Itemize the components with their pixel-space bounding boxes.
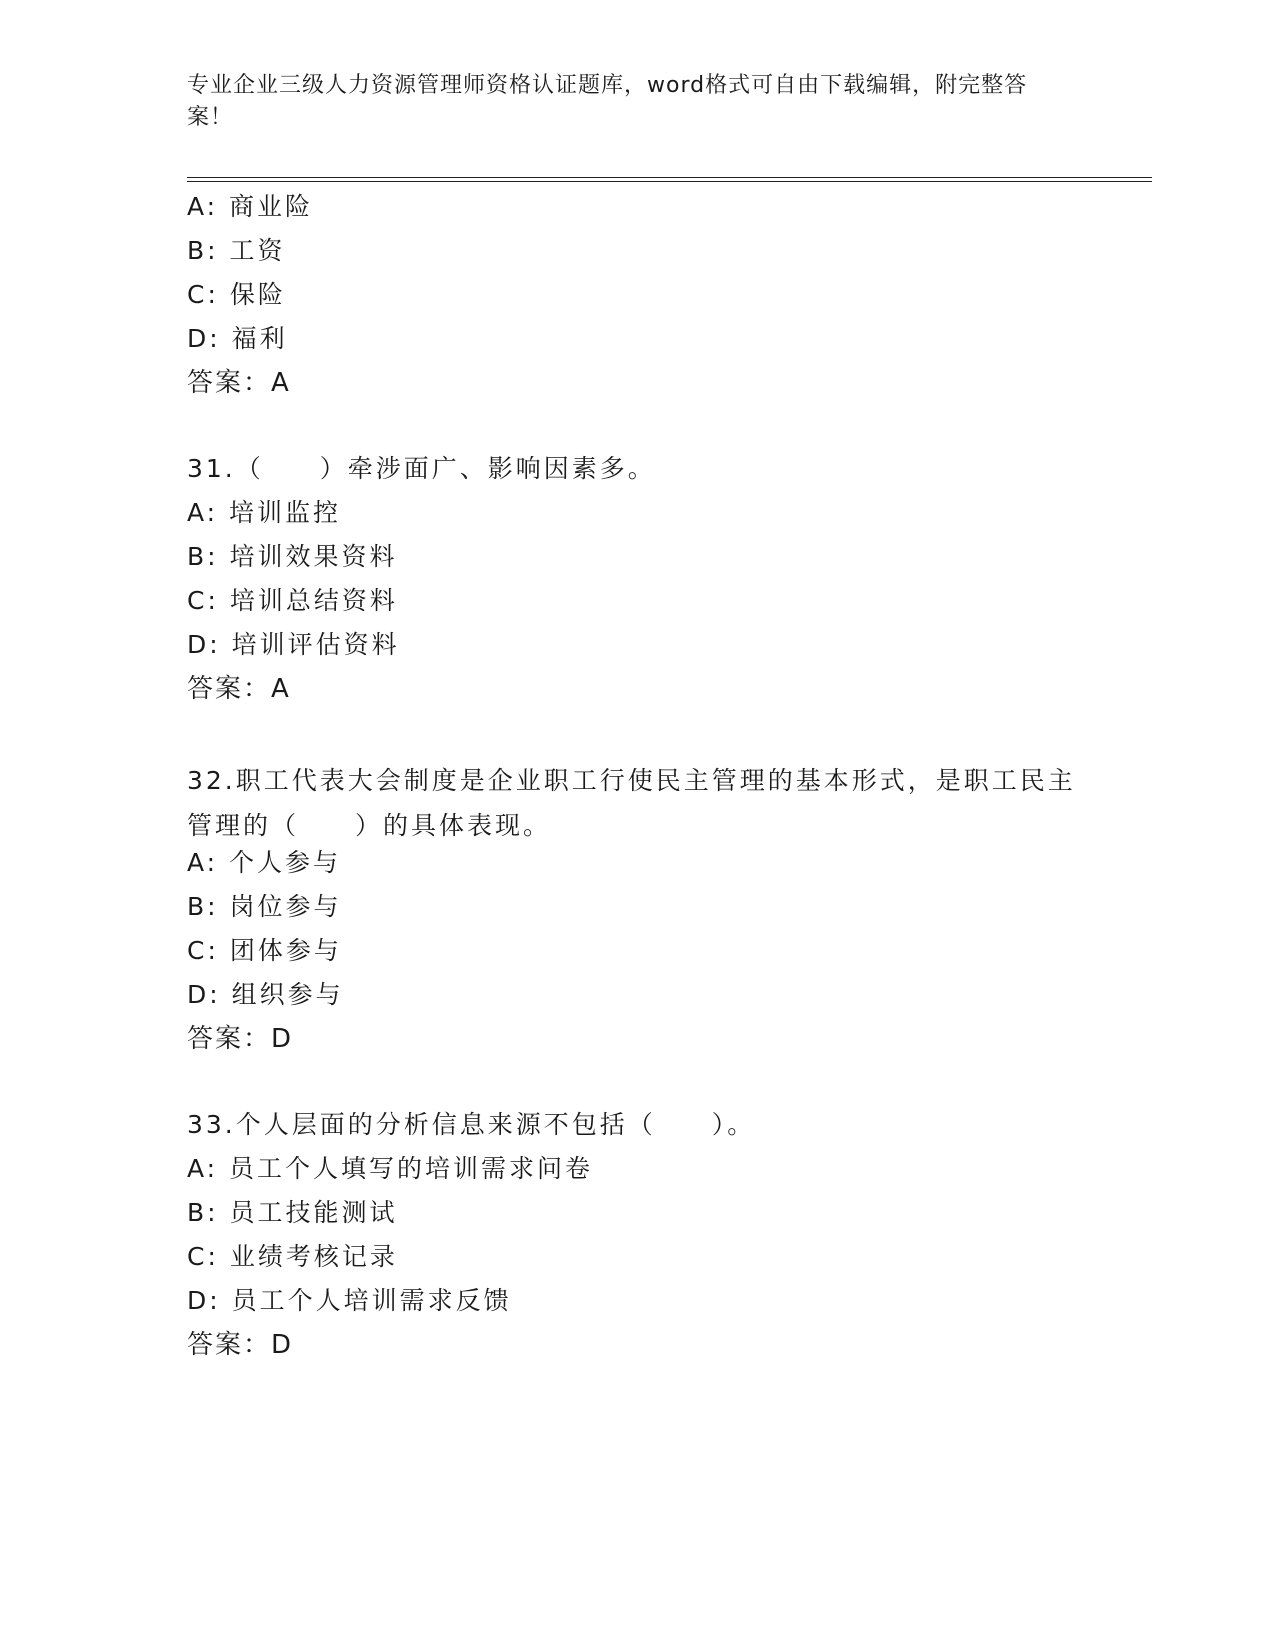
option-text: 培训评估资料	[231, 630, 400, 659]
option-text: 培训总结资料	[229, 586, 398, 615]
option-b	[187, 890, 342, 924]
option-c	[187, 584, 398, 618]
answer-line: 答案：A	[187, 674, 291, 704]
option-d	[187, 322, 288, 356]
option-label: C:	[187, 1242, 219, 1271]
option-c	[187, 1240, 398, 1274]
header-divider-secondary	[187, 181, 1152, 182]
option-d	[187, 978, 344, 1012]
option-text: 岗位参与	[229, 892, 342, 921]
option-text: 培训效果资料	[229, 542, 398, 571]
document-header: 专业企业三级人力资源管理师资格认证题库，word格式可自由下载编辑，附完整答案！	[187, 73, 1028, 130]
option-text: 个人参与	[229, 848, 342, 877]
option-label: C:	[187, 936, 219, 965]
option-text: 组织参与	[231, 980, 344, 1009]
option-a	[187, 1152, 593, 1186]
option-text: 业绩考核记录	[229, 1242, 398, 1271]
option-text: 福利	[231, 324, 288, 353]
answer-line: 答案：D	[187, 1330, 294, 1360]
option-label: D:	[187, 324, 221, 353]
option-b	[187, 540, 398, 574]
option-text: 培训监控	[229, 498, 342, 527]
option-label: D:	[187, 1286, 221, 1315]
option-label: C:	[187, 586, 219, 615]
option-b	[187, 234, 286, 268]
question-33-stem: 33.个人层面的分析信息来源不包括（ ）。	[187, 1110, 756, 1139]
option-text: 员工技能测试	[229, 1198, 398, 1227]
question-32-stem: 32.职工代表大会制度是企业职工行使民主管理的基本形式，是职工民主管理的（ ）的具体表现。	[187, 766, 1076, 840]
header-divider	[187, 177, 1152, 178]
option-label: B:	[187, 892, 219, 921]
option-text: 员工个人培训需求反馈	[231, 1286, 512, 1315]
option-label: A:	[187, 848, 219, 877]
option-label: D:	[187, 980, 221, 1009]
option-label: D:	[187, 630, 221, 659]
option-label: A:	[187, 498, 219, 527]
option-b	[187, 1196, 398, 1230]
answer-line: 答案：A	[187, 368, 291, 398]
option-c	[187, 934, 342, 968]
option-text: 工资	[229, 236, 286, 265]
option-text: 员工个人填写的培训需求问卷	[229, 1154, 594, 1183]
option-d	[187, 1284, 512, 1318]
option-a	[187, 496, 341, 530]
option-a	[187, 846, 341, 880]
option-label: B:	[187, 236, 219, 265]
option-a	[187, 190, 313, 224]
option-text: 商业险	[229, 192, 314, 221]
option-label: C:	[187, 280, 219, 309]
option-label: A:	[187, 1154, 219, 1183]
option-text: 保险	[229, 280, 286, 309]
question-31-stem: 31.（ ）牵涉面广、影响因素多。	[187, 454, 656, 483]
answer-line: 答案：D	[187, 1024, 294, 1054]
option-text: 团体参与	[229, 936, 342, 965]
option-label: A:	[187, 192, 219, 221]
option-c	[187, 278, 286, 312]
option-label: B:	[187, 1198, 219, 1227]
option-label: B:	[187, 542, 219, 571]
option-d	[187, 628, 400, 662]
